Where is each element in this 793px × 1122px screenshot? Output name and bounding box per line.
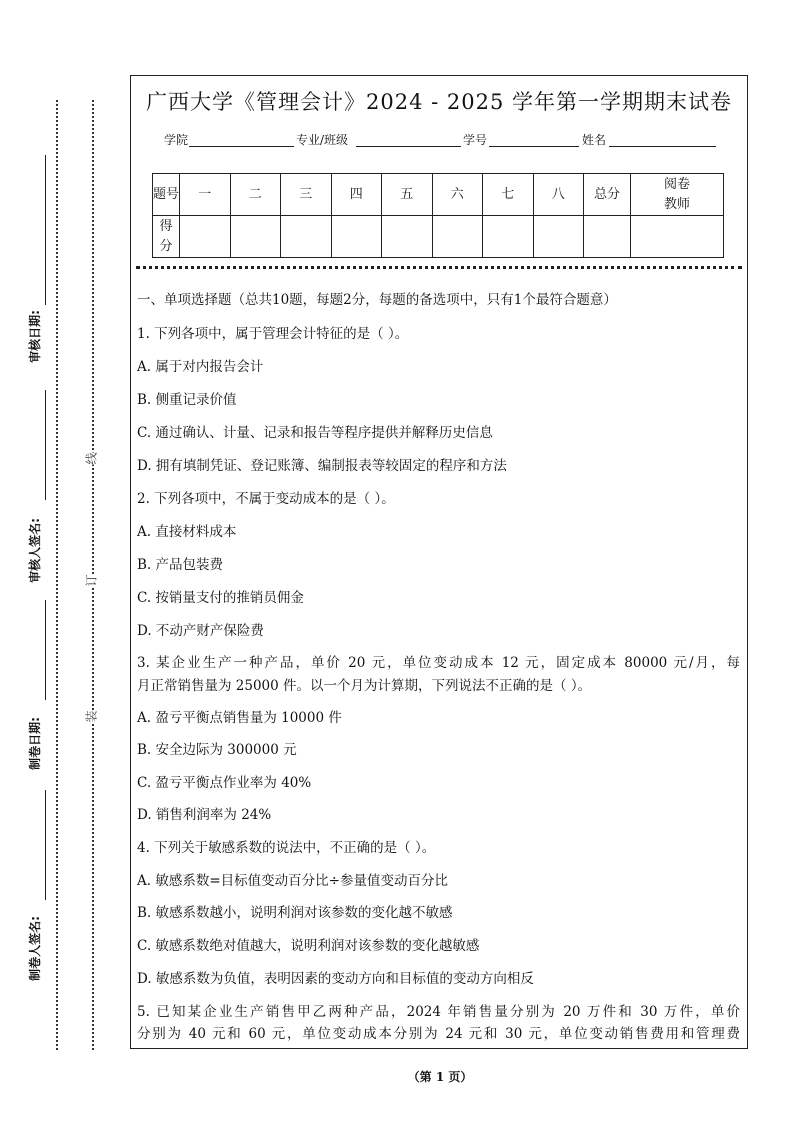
page-number: （第 1 页） [407, 1070, 473, 1084]
header-cell: 四 [331, 174, 382, 216]
binding-mark-line: 线 [84, 452, 99, 465]
sign-line [45, 790, 46, 900]
option: B. 产品包装费 [137, 557, 224, 573]
option: B. 敏感系数越小，说明利润对该参数的变化越不敏感 [137, 905, 453, 921]
row-label: 得分 [153, 216, 180, 258]
question-1: 1. 下列各项中，属于管理会计特征的是（ ）。 [137, 326, 409, 342]
question-3: 3. 某企业生产一种产品，单价 20 元，单位变动成本 12 元，固定成本 80000 元/月，每 [137, 655, 740, 671]
reviewer-sign-label: 审核人签名: [27, 518, 42, 583]
name-label: 姓名 [582, 133, 607, 147]
score-table [152, 173, 724, 258]
separator-dotted [136, 266, 742, 269]
sign-line [45, 600, 46, 700]
review-date-label: 审核日期: [27, 310, 42, 363]
header-cell: 总分 [584, 174, 631, 216]
option: A. 盈亏平衡点销售量为 10000 件 [137, 710, 342, 726]
score-cell[interactable] [281, 216, 332, 258]
score-cell[interactable] [432, 216, 483, 258]
student-id-field[interactable] [489, 146, 579, 147]
binding-mark-bind: 订 [84, 574, 99, 587]
table-row [153, 216, 724, 258]
header-cell: 八 [533, 174, 584, 216]
student-id-label: 学号 [463, 133, 488, 147]
score-cell[interactable] [180, 216, 231, 258]
binding-mark-pack: 装 [84, 710, 99, 723]
header-cell: 五 [382, 174, 433, 216]
header-cell: 阅卷教师 [631, 174, 724, 216]
option: B. 安全边际为 300000 元 [137, 742, 297, 758]
option: C. 敏感系数绝对值越大，说明利润对该参数的变化越敏感 [137, 938, 480, 954]
section-heading: 一、单项选择题（总共10题，每题2分，每题的备选项中，只有1个最符合题意） [137, 292, 617, 308]
option: C. 按销量支付的推销员佣金 [137, 590, 304, 606]
score-cell[interactable] [230, 216, 281, 258]
name-field[interactable] [609, 146, 716, 147]
option: A. 直接材料成本 [137, 524, 237, 540]
header-cell: 题号 [153, 174, 180, 216]
score-cell[interactable] [483, 216, 534, 258]
option: D. 拥有填制凭证、登记账簿、编制报表等较固定的程序和方法 [137, 458, 507, 474]
option: D. 销售利润率为 24% [137, 807, 272, 823]
question-3-cont: 月正常销售量为 25000 件。以一个月为计算期，下列说法不正确的是（ ）。 [137, 678, 592, 694]
sign-line [45, 155, 46, 305]
header-cell: 一 [180, 174, 231, 216]
exam-title: 广西大学《管理会计》2024 - 2025 学年第一学期期末试卷 [145, 90, 732, 114]
option: B. 侧重记录价值 [137, 392, 237, 408]
option: A. 敏感系数=目标值变动百分比÷参量值变动百分比 [137, 873, 448, 889]
college-label: 学院 [164, 133, 189, 147]
make-date-label: 制卷日期: [27, 717, 42, 770]
option: C. 盈亏平衡点作业率为 40% [137, 775, 312, 791]
header-cell: 七 [483, 174, 534, 216]
score-cell[interactable] [584, 216, 631, 258]
sign-line [45, 390, 46, 500]
header-cell: 三 [281, 174, 332, 216]
header-cell: 二 [230, 174, 281, 216]
score-cell[interactable] [331, 216, 382, 258]
binding-dotted-line [56, 100, 58, 1050]
question-5-cont: 分别为 40 元和 60 元，单位变动成本分别为 24 元和 30 元，单位变动销售费用和管理费 [137, 1026, 740, 1042]
maker-sign-label: 制卷人签名: [27, 916, 42, 981]
question-2: 2. 下列各项中，不属于变动成本的是（ ）。 [137, 491, 395, 507]
major-field[interactable] [356, 146, 461, 147]
major-label: 专业/班级 [296, 133, 349, 147]
question-4: 4. 下列关于敏感系数的说法中，不正确的是（ ）。 [137, 840, 436, 856]
option: D. 敏感系数为负值，表明因素的变动方向和目标值的变动方向相反 [137, 971, 534, 987]
score-cell[interactable] [631, 216, 724, 258]
header-cell: 六 [432, 174, 483, 216]
option: D. 不动产财产保险费 [137, 623, 264, 639]
question-5: 5. 已知某企业生产销售甲乙两种产品，2024 年销售量分别为 20 万件和 30 万件，单价 [137, 1004, 740, 1020]
college-field[interactable] [189, 146, 294, 147]
table-row [153, 174, 724, 216]
score-cell[interactable] [382, 216, 433, 258]
option: A. 属于对内报告会计 [137, 359, 264, 375]
score-cell[interactable] [533, 216, 584, 258]
option: C. 通过确认、计量、记录和报告等程序提供并解释历史信息 [137, 425, 493, 441]
